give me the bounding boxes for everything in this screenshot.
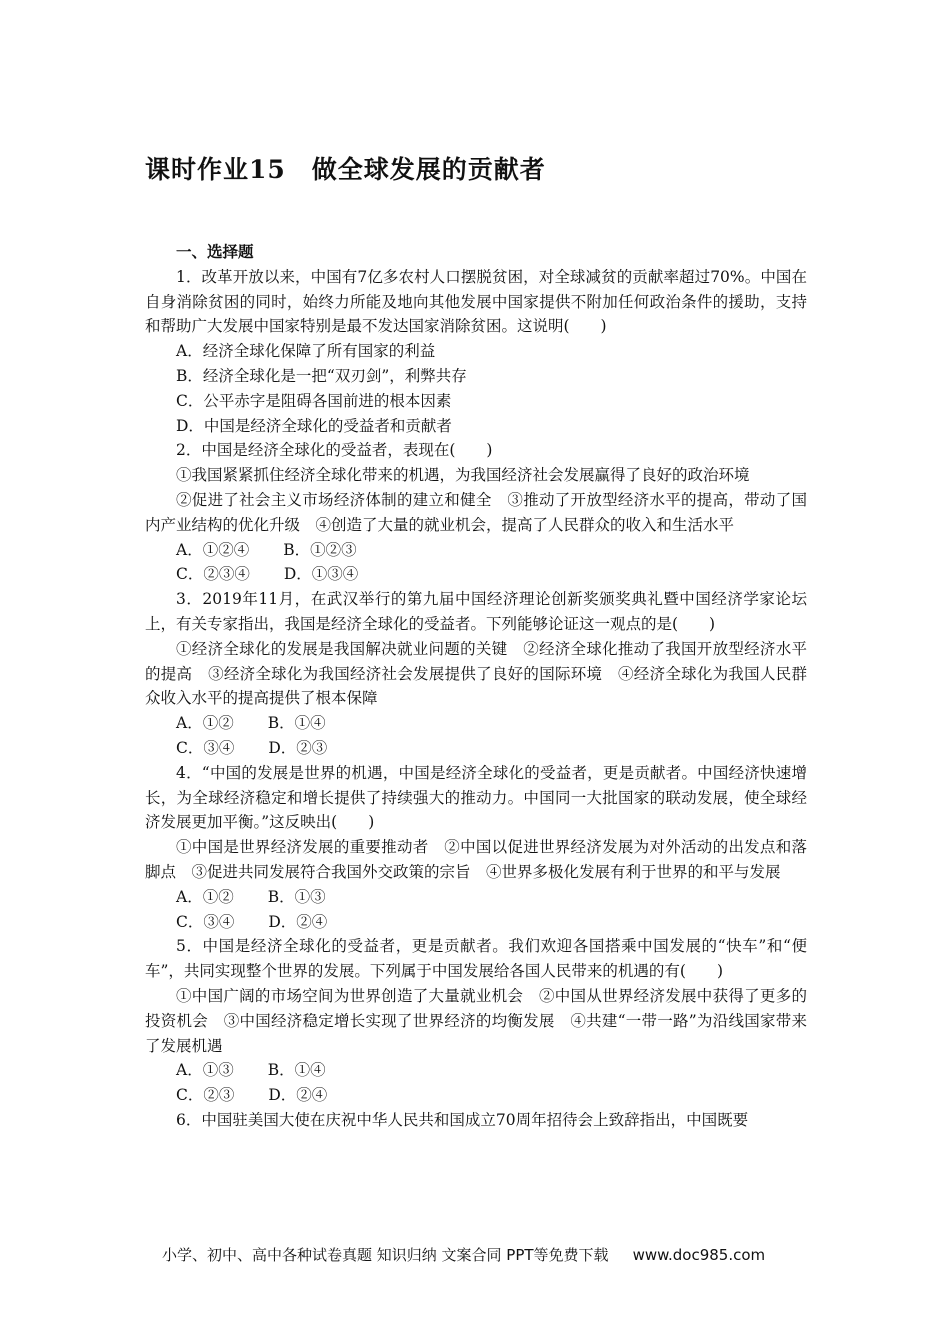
question-5-option-a: A．①③ — [176, 1061, 234, 1080]
question-1-option-c: C．公平赤字是阻碍各国前进的根本因素 — [176, 391, 452, 410]
question-5-option-c: C．②③ — [176, 1086, 235, 1105]
question-3-option-a: A．①② — [176, 714, 234, 733]
question-2-option-d: D．①③④ — [283, 565, 359, 584]
question-4-option-b: B．①③ — [267, 887, 326, 906]
question-3-option-d: D．②③ — [268, 738, 328, 757]
question-4-option-c: C．③④ — [176, 912, 235, 931]
question-4-options-row-2 — [145, 910, 807, 935]
question-2-stem: 2．中国是经济全球化的受益者，表现在( ) — [176, 441, 493, 460]
question-5-option-b: B．①④ — [267, 1061, 326, 1080]
question-1-stem: 1．改革开放以来，中国有7亿多农村人口摆脱贫困，对全球减贫的贡献率超过70%。中国在自身消除贫困的同时，始终力所能及地向其他发展中国家提供不附加任何政治条件的援助，支持和帮助广大发展中国家特别是最不发达国家消除贫困。这说明( ) — [145, 267, 807, 336]
question-6-stem: 6．中国驻美国大使在庆祝中华人民共和国成立70周年招待会上致辞指出，中国既要 — [176, 1110, 749, 1129]
question-3-stem: 3．2019年11月，在武汉举行的第九届中国经济理论创新奖颁奖典礼暨中国经济学家论坛上，有关专家指出，我国是经济全球化的受益者。下列能够论证这一观点的是( ) — [145, 590, 807, 633]
question-1-option-b: B．经济全球化是一把“双刃剑”，利弊共存 — [176, 366, 467, 385]
question-5-options-row-1 — [145, 1058, 807, 1083]
document-body — [145, 240, 807, 1133]
question-4-option-a: A．①② — [176, 887, 234, 906]
question-1-option-d: D．中国是经济全球化的受益者和贡献者 — [176, 416, 452, 435]
question-3-option-c: C．③④ — [176, 738, 235, 757]
question-2-option-b: B．①②③ — [283, 540, 357, 559]
section-heading: 一、选择题 — [176, 242, 254, 261]
question-2-option-c: C．②③④ — [176, 565, 250, 584]
footer-text: 小学、初中、高中各种试卷真题 知识归纳 文案合同 PPT等免费下载 — [162, 1246, 609, 1264]
question-2-options-row-2 — [145, 562, 807, 587]
question-4-options-row-1 — [145, 885, 807, 910]
question-3-option-b: B．①④ — [267, 714, 326, 733]
question-2-statements: ②促进了社会主义市场经济体制的建立和健全 ③推动了开放型经济水平的提高，带动了国内产业结构的优化升级 ④创造了大量的就业机会，提高了人民群众的收入和生活水平 — [145, 490, 807, 534]
question-2-statement-1: ①我国紧紧抓住经济全球化带来的机遇，为我国经济社会发展赢得了良好的政治环境 — [176, 466, 750, 485]
footer-website-link[interactable]: www.doc985.com — [632, 1246, 766, 1264]
page-title: 课时作业15 做全球发展的贡献者 — [145, 155, 546, 184]
question-5-option-d: D．②④ — [268, 1086, 328, 1105]
question-4-statements: ①中国是世界经济发展的重要推动者 ②中国以促进世界经济发展为对外活动的出发点和落脚点 ③促进共同发展符合我国外交政策的宗旨 ④世界多极化发展有利于世界的和平与发展 — [145, 838, 807, 881]
question-3-options-row-2 — [145, 736, 807, 761]
question-1-option-a: A．经济全球化保障了所有国家的利益 — [176, 342, 436, 361]
question-4-option-d: D．②④ — [268, 912, 328, 931]
question-5-stem: 5．中国是经济全球化的受益者，更是贡献者。我们欢迎各国搭乘中国发展的“快车”和“便车”，共同实现整个世界的发展。下列属于中国发展给各国人民带来的机遇的有( ) — [145, 937, 807, 981]
footer-banner — [162, 1244, 765, 1265]
question-5-options-row-2 — [145, 1083, 807, 1108]
question-2-options-row-1 — [145, 538, 807, 563]
question-3-statements: ①经济全球化的发展是我国解决就业问题的关键 ②经济全球化推动了我国开放型经济水平的提高 ③经济全球化为我国经济社会发展提供了良好的国际环境 ④经济全球化为我国人民群众收入水平的提高提供了根本保障 — [145, 639, 807, 708]
question-2-option-a: A．①②④ — [176, 540, 250, 559]
question-5-statements: ①中国广阔的市场空间为世界创造了大量就业机会 ②中国从世界经济发展中获得了更多的投资机会 ③中国经济稳定增长实现了世界经济的均衡发展 ④共建“一带一路”为沿线国家带来了发展机遇 — [145, 986, 807, 1055]
question-4-stem: 4．“中国的发展是世界的机遇，中国是经济全球化的受益者，更是贡献者。中国经济快速增长，为全球经济稳定和增长提供了持续强大的推动力。中国同一大批国家的联动发展，使全球经济发展更加平衡。”这反映出( ) — [145, 763, 807, 832]
question-3-options-row-1 — [145, 711, 807, 736]
